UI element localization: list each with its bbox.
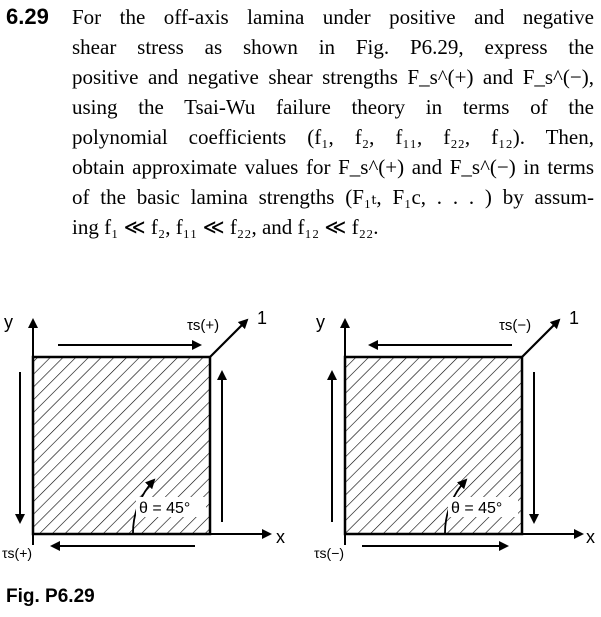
left-axis-1-label: 1 (257, 308, 268, 328)
right-axis-1-label: 1 (569, 308, 580, 328)
problem-line-6: obtain approximate values for F_s^(+) and F_s^(−) in terms (72, 155, 594, 179)
left-y-label: y (4, 312, 13, 332)
right-tau-top-label: τs(−) (499, 317, 532, 334)
left-angle-label: θ = 45° (139, 500, 191, 517)
problem-text (72, 2, 594, 242)
problem-line-7: of the basic lamina strengths (F₁ₜ, F₁c, . . . ) by assum- (72, 185, 594, 209)
right-x-label: x (586, 527, 595, 547)
problem-line-3: positive and negative shear strengths F_s^(+) and F_s^(−), (72, 65, 594, 89)
problem-line-2: shear stress as shown in Fig. P6.29, express the (72, 35, 594, 59)
problem-line-8: ing f₁ ≪ f₂, f₁₁ ≪ f₂₂, and f₁₂ ≪ f₂₂. (72, 215, 379, 239)
left-x-label: x (276, 527, 285, 547)
left-tau-bottom-label: τs(+) (2, 545, 33, 561)
left-panel (2, 308, 285, 561)
problem-line-4: using the Tsai-Wu failure theory in terms of the (72, 95, 594, 119)
problem-line-5: polynomial coefficients (f₁, f₂, f₁₁, f₂₂, f₁₂). Then, (72, 125, 594, 149)
left-tau-top-label: τs(+) (187, 317, 220, 334)
problem-line-1: For the off-axis lamina under positive and negative (72, 5, 594, 29)
right-tau-bottom-label: τs(−) (314, 545, 345, 561)
right-panel (314, 308, 595, 561)
problem-number: 6.29 (6, 4, 49, 29)
right-angle-label: θ = 45° (451, 500, 503, 517)
right-y-label: y (316, 312, 325, 332)
lamina-figure (0, 300, 601, 580)
figure-caption: Fig. P6.29 (6, 586, 95, 607)
